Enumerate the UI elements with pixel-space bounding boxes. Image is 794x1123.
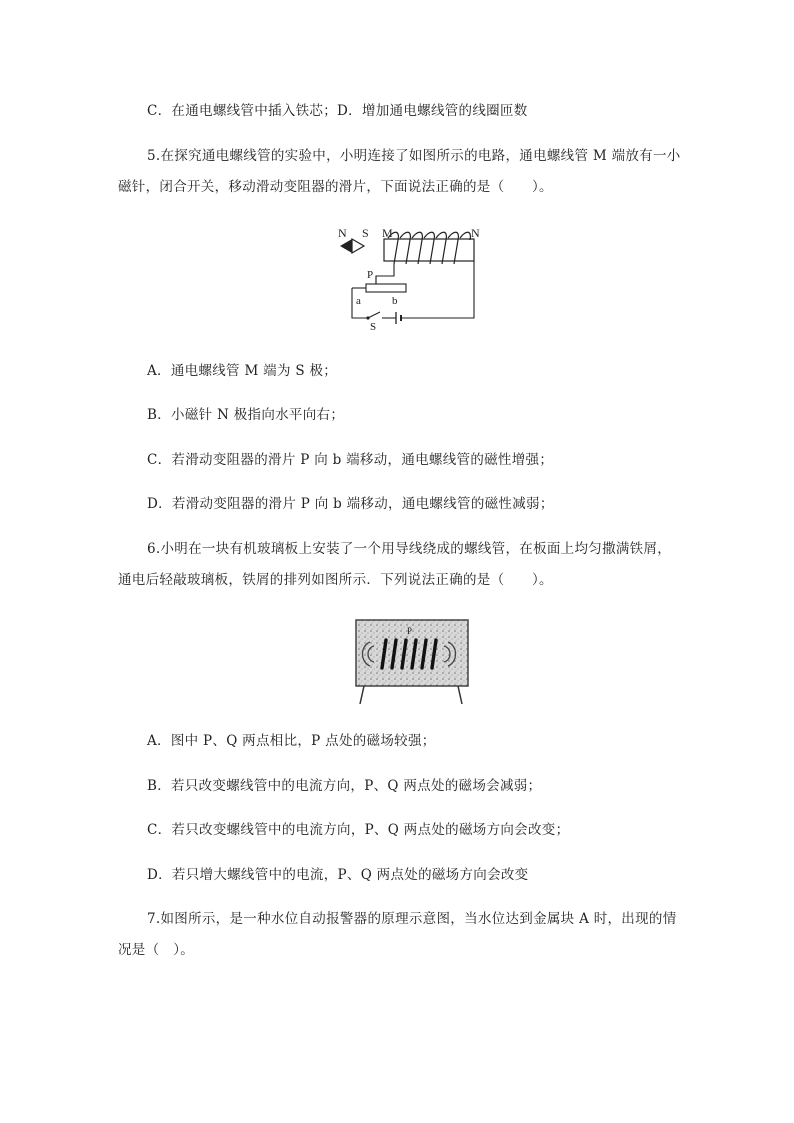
needle-n-label: N	[338, 226, 347, 240]
point-p-label: P	[407, 626, 413, 636]
board-leg-right	[458, 686, 462, 704]
q5-circuit-figure	[334, 226, 484, 335]
q6-option-c: C．若只改变螺线管中的电流方向，P、Q 两点处的磁场方向会改变；	[147, 822, 570, 838]
q5-stem-line2: 磁针，闭合开关，移动滑动变阻器的滑片，下面说法正确的是（ ）。	[118, 179, 553, 195]
q7-stem-line1: 7.如图所示，是一种水位自动报警器的原理示意图，当水位达到金属块 A 时，出现的情	[147, 911, 677, 927]
end-m-label: M	[382, 226, 393, 240]
q6-iron-filings-figure	[352, 618, 472, 712]
q5-option-d: D．若滑动变阻器的滑片 P 向 b 端移动，通电螺线管的磁性减弱；	[147, 496, 554, 512]
end-b-label: b	[392, 295, 398, 307]
end-a-label: a	[356, 295, 361, 307]
board-leg-left	[360, 686, 364, 704]
q6-stem-line2: 通电后轻敲玻璃板，铁屑的排列如图所示．下列说法正确的是（ ）。	[118, 572, 553, 588]
slider-p-label: P	[367, 269, 374, 281]
q5-option-a: A．通电螺线管 M 端为 S 极；	[147, 363, 338, 379]
switch-s-label: S	[370, 321, 377, 331]
q5-stem-line1: 5.在探究通电螺线管的实验中，小明连接了如图所示的电路，通电螺线管 M 端放有一小	[147, 148, 681, 164]
q6-option-a: A．图中 P、Q 两点相比，P 点处的磁场较强；	[147, 733, 436, 749]
wire-right	[402, 261, 474, 318]
switch-pivot	[366, 316, 369, 319]
rheostat	[366, 284, 406, 292]
compass-needle-south	[352, 239, 364, 253]
q6-stem-line1: 6.小明在一块有机玻璃板上安装了一个用导线绕成的螺线管，在板面上均匀撒满铁屑，	[147, 541, 672, 557]
compass-needle-north	[340, 239, 352, 253]
q6-option-b: B．若只改变螺线管中的电流方向，P、Q 两点处的磁场会减弱；	[147, 778, 542, 794]
end-n-label: N	[471, 226, 480, 240]
q4-option-c-d: C．在通电螺线管中插入铁芯；D．增加通电螺线管的线圈匝数	[147, 103, 528, 119]
q5-option-b: B．小磁针 N 极指向水平向右；	[147, 407, 345, 423]
switch-blade	[368, 312, 380, 318]
q5-option-c: C．若滑动变阻器的滑片 P 向 b 端移动，通电螺线管的磁性增强；	[147, 452, 554, 468]
needle-s-label: S	[362, 226, 369, 240]
q6-option-d: D．若只增大螺线管中的电流，P、Q 两点处的磁场方向会改变	[147, 867, 529, 883]
q7-stem-line2: 况是（ ）。	[118, 942, 195, 958]
